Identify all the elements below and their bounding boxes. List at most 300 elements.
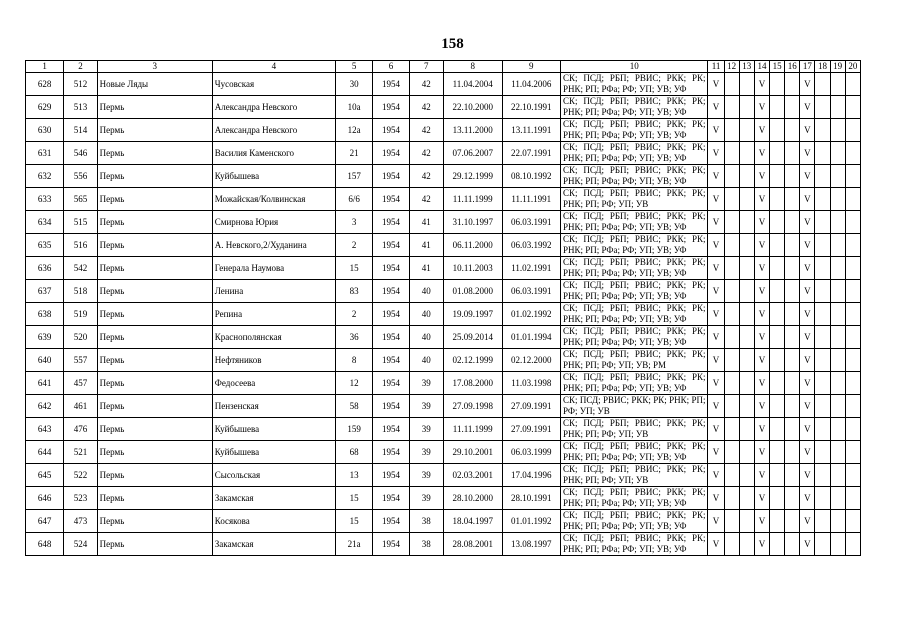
cell-house-number: 83 [335,280,372,303]
cell-value-col7: 41 [409,211,443,234]
cell-street: Куйбышева [212,441,335,464]
cell-locality: Пермь [97,165,212,188]
cell-house-number: 10а [335,96,372,119]
cell-flag-col18 [815,96,830,119]
cell-flag-col17: V [800,487,815,510]
cell-flag-col14: V [754,441,769,464]
cell-row-number: 634 [26,211,64,234]
cell-object-id: 476 [64,418,97,441]
cell-flag-col13 [739,510,754,533]
cell-object-id: 565 [64,188,97,211]
table-row [26,142,861,165]
cell-flag-col16 [785,73,800,96]
column-header-5: 5 [335,61,372,73]
cell-date-col8: 11.11.1999 [443,188,502,211]
table-row [26,257,861,280]
cell-flag-col19 [830,280,845,303]
cell-locality: Пермь [97,349,212,372]
table-row [26,441,861,464]
cell-flag-col20 [845,142,860,165]
cell-flag-col14: V [754,234,769,257]
cell-flag-col17: V [800,234,815,257]
cell-row-number: 629 [26,96,64,119]
cell-object-id: 556 [64,165,97,188]
cell-flag-col13 [739,280,754,303]
cell-flag-col14: V [754,418,769,441]
page-number: 158 [441,36,464,52]
cell-flag-col11: V [708,372,724,395]
cell-flag-col17: V [800,188,815,211]
cell-house-number: 68 [335,441,372,464]
cell-work-types: СК; ПСД; РБП; РВИС; РКК; РК; РНК; РП; РФа; РФ; УП; УВ; УФ [561,211,708,234]
cell-flag-col18 [815,257,830,280]
cell-build-year: 1954 [373,487,409,510]
cell-house-number: 58 [335,395,372,418]
cell-flag-col17: V [800,464,815,487]
cell-locality: Пермь [97,487,212,510]
cell-locality: Пермь [97,372,212,395]
cell-object-id: 461 [64,395,97,418]
table-row [26,280,861,303]
cell-house-number: 36 [335,326,372,349]
cell-flag-col17: V [800,165,815,188]
cell-value-col7: 42 [409,96,443,119]
cell-object-id: 546 [64,142,97,165]
cell-flag-col15 [770,441,785,464]
cell-flag-col16 [785,280,800,303]
cell-flag-col17: V [800,418,815,441]
cell-house-number: 159 [335,418,372,441]
cell-flag-col17: V [800,73,815,96]
cell-date-col8: 22.10.2000 [443,96,502,119]
table-row [26,533,861,556]
cell-locality: Пермь [97,234,212,257]
cell-row-number: 647 [26,510,64,533]
cell-flag-col20 [845,487,860,510]
cell-flag-col13 [739,326,754,349]
cell-date-col9: 06.03.1991 [502,280,561,303]
cell-date-col8: 17.08.2000 [443,372,502,395]
table-row [26,326,861,349]
cell-flag-col18 [815,418,830,441]
cell-build-year: 1954 [373,372,409,395]
cell-flag-col12 [724,510,739,533]
cell-flag-col13 [739,119,754,142]
cell-flag-col14: V [754,165,769,188]
cell-value-col7: 42 [409,142,443,165]
cell-value-col7: 39 [409,395,443,418]
cell-flag-col16 [785,119,800,142]
cell-house-number: 21а [335,533,372,556]
cell-flag-col12 [724,165,739,188]
cell-date-col8: 29.10.2001 [443,441,502,464]
cell-work-types: СК; ПСД; РБП; РВИС; РКК; РК; РНК; РП; РФ; УП; УВ [561,464,708,487]
cell-build-year: 1954 [373,280,409,303]
cell-date-col8: 11.04.2004 [443,73,502,96]
cell-date-col9: 27.09.1991 [502,395,561,418]
cell-flag-col19 [830,533,845,556]
cell-flag-col13 [739,372,754,395]
cell-date-col9: 06.03.1999 [502,441,561,464]
cell-flag-col13 [739,418,754,441]
cell-flag-col11: V [708,73,724,96]
cell-value-col7: 41 [409,257,443,280]
cell-flag-col12 [724,257,739,280]
cell-flag-col19 [830,487,845,510]
cell-build-year: 1954 [373,165,409,188]
cell-build-year: 1954 [373,510,409,533]
cell-work-types: СК; ПСД; РБП; РВИС; РКК; РК; РНК; РП; РФ; УП; УВ [561,188,708,211]
cell-house-number: 13 [335,464,372,487]
cell-flag-col19 [830,165,845,188]
cell-flag-col19 [830,395,845,418]
cell-locality: Пермь [97,142,212,165]
registry-table [25,60,861,556]
cell-build-year: 1954 [373,257,409,280]
cell-work-types: СК; ПСД; РБП; РВИС; РКК; РК; РНК; РП; РФ; УП; УВ; РМ [561,349,708,372]
cell-work-types: СК; ПСД; РБП; РВИС; РКК; РК; РНК; РП; РФа; РФ; УП; УВ; УФ [561,303,708,326]
cell-flag-col16 [785,257,800,280]
cell-street: Смирнова Юрия [212,211,335,234]
cell-locality: Пермь [97,326,212,349]
cell-flag-col14: V [754,280,769,303]
cell-flag-col19 [830,119,845,142]
cell-flag-col12 [724,372,739,395]
cell-flag-col18 [815,533,830,556]
cell-date-col8: 28.08.2001 [443,533,502,556]
cell-flag-col20 [845,96,860,119]
cell-flag-col19 [830,234,845,257]
column-header-13: 13 [739,61,754,73]
cell-object-id: 513 [64,96,97,119]
cell-flag-col14: V [754,510,769,533]
cell-object-id: 521 [64,441,97,464]
cell-value-col7: 40 [409,303,443,326]
cell-flag-col16 [785,303,800,326]
cell-flag-col12 [724,96,739,119]
cell-flag-col11: V [708,119,724,142]
column-header-20: 20 [845,61,860,73]
column-header-16: 16 [785,61,800,73]
cell-flag-col18 [815,234,830,257]
table-row [26,418,861,441]
cell-work-types: СК; ПСД; РБП; РВИС; РКК; РК; РНК; РП; РФа; РФ; УП; УВ; УФ [561,326,708,349]
cell-street: А. Невского,2/Худанина [212,234,335,257]
cell-flag-col11: V [708,533,724,556]
cell-flag-col20 [845,441,860,464]
cell-flag-col17: V [800,280,815,303]
cell-row-number: 648 [26,533,64,556]
cell-flag-col11: V [708,487,724,510]
cell-flag-col20 [845,73,860,96]
cell-flag-col12 [724,188,739,211]
cell-street: Александра Невского [212,96,335,119]
cell-work-types: СК; ПСД; РБП; РВИС; РКК; РК; РНК; РП; РФа; РФ; УП; УВ; УФ [561,119,708,142]
cell-flag-col16 [785,395,800,418]
cell-flag-col12 [724,303,739,326]
cell-work-types: СК; ПСД; РБП; РВИС; РКК; РК; РНК; РП; РФа; РФ; УП; УВ; УФ [561,257,708,280]
cell-flag-col17: V [800,441,815,464]
cell-flag-col14: V [754,188,769,211]
cell-work-types: СК; ПСД; РБП; РВИС; РКК; РК; РНК; РП; РФа; РФ; УП; УВ; УФ [561,234,708,257]
cell-flag-col16 [785,533,800,556]
cell-locality: Пермь [97,395,212,418]
cell-date-col8: 06.11.2000 [443,234,502,257]
cell-object-id: 457 [64,372,97,395]
cell-flag-col20 [845,165,860,188]
cell-value-col7: 38 [409,510,443,533]
cell-date-col8: 18.04.1997 [443,510,502,533]
cell-house-number: 6/6 [335,188,372,211]
cell-value-col7: 40 [409,349,443,372]
cell-work-types: СК; ПСД; РБП; РВИС; РКК; РК; РНК; РП; РФа; РФ; УП; УВ; УФ [561,142,708,165]
cell-date-col9: 01.01.1992 [502,510,561,533]
cell-flag-col17: V [800,96,815,119]
cell-date-col9: 01.02.1992 [502,303,561,326]
cell-value-col7: 39 [409,441,443,464]
cell-date-col9: 01.01.1994 [502,326,561,349]
cell-flag-col11: V [708,510,724,533]
cell-flag-col15 [770,96,785,119]
table-row [26,165,861,188]
cell-value-col7: 42 [409,165,443,188]
cell-flag-col11: V [708,142,724,165]
cell-flag-col15 [770,326,785,349]
cell-build-year: 1954 [373,349,409,372]
cell-value-col7: 39 [409,418,443,441]
column-header-10: 10 [561,61,708,73]
cell-flag-col15 [770,372,785,395]
cell-row-number: 628 [26,73,64,96]
cell-flag-col16 [785,418,800,441]
cell-flag-col20 [845,257,860,280]
cell-flag-col11: V [708,441,724,464]
cell-build-year: 1954 [373,142,409,165]
cell-flag-col16 [785,441,800,464]
cell-locality: Пермь [97,441,212,464]
cell-locality: Пермь [97,533,212,556]
column-header-17: 17 [800,61,815,73]
table-row [26,119,861,142]
cell-flag-col20 [845,349,860,372]
cell-build-year: 1954 [373,533,409,556]
table-row [26,487,861,510]
cell-flag-col16 [785,96,800,119]
cell-flag-col11: V [708,395,724,418]
cell-flag-col12 [724,441,739,464]
column-header-7: 7 [409,61,443,73]
cell-work-types: СК; ПСД; РБП; РВИС; РКК; РК; РНК; РП; РФа; РФ; УП; УВ; УФ [561,510,708,533]
cell-locality: Пермь [97,188,212,211]
cell-flag-col11: V [708,211,724,234]
cell-build-year: 1954 [373,441,409,464]
cell-flag-col11: V [708,326,724,349]
cell-build-year: 1954 [373,73,409,96]
table-row [26,211,861,234]
cell-flag-col17: V [800,119,815,142]
table-row [26,372,861,395]
cell-flag-col17: V [800,326,815,349]
cell-flag-col18 [815,280,830,303]
cell-flag-col15 [770,510,785,533]
cell-row-number: 639 [26,326,64,349]
cell-flag-col16 [785,142,800,165]
cell-flag-col20 [845,464,860,487]
cell-locality: Пермь [97,303,212,326]
cell-date-col9: 22.10.1991 [502,96,561,119]
cell-flag-col15 [770,349,785,372]
cell-date-col8: 31.10.1997 [443,211,502,234]
cell-flag-col17: V [800,303,815,326]
cell-build-year: 1954 [373,395,409,418]
cell-value-col7: 39 [409,487,443,510]
cell-work-types: СК; ПСД; РБП; РВИС; РКК; РК; РНК; РП; РФа; РФ; УП; УВ; УФ [561,280,708,303]
cell-flag-col12 [724,487,739,510]
cell-flag-col16 [785,487,800,510]
cell-flag-col17: V [800,211,815,234]
cell-object-id: 542 [64,257,97,280]
cell-flag-col14: V [754,326,769,349]
cell-date-col9: 13.08.1997 [502,533,561,556]
cell-flag-col15 [770,257,785,280]
cell-build-year: 1954 [373,211,409,234]
cell-street: Закамская [212,533,335,556]
cell-flag-col17: V [800,510,815,533]
column-header-18: 18 [815,61,830,73]
cell-flag-col16 [785,211,800,234]
cell-flag-col13 [739,464,754,487]
cell-date-col8: 10.11.2003 [443,257,502,280]
cell-value-col7: 39 [409,464,443,487]
cell-flag-col14: V [754,96,769,119]
cell-row-number: 632 [26,165,64,188]
cell-flag-col13 [739,188,754,211]
cell-work-types: СК; ПСД; РБП; РВИС; РКК; РК; РНК; РП; РФ; УП; УВ [561,418,708,441]
cell-flag-col19 [830,73,845,96]
cell-flag-col13 [739,303,754,326]
cell-flag-col13 [739,257,754,280]
cell-date-col8: 07.06.2007 [443,142,502,165]
cell-locality: Пермь [97,464,212,487]
cell-work-types: СК; ПСД; РБП; РВИС; РКК; РК; РНК; РП; РФа; РФ; УП; УВ; УФ [561,441,708,464]
cell-street: Репина [212,303,335,326]
cell-flag-col19 [830,96,845,119]
cell-flag-col18 [815,395,830,418]
cell-flag-col11: V [708,257,724,280]
cell-flag-col20 [845,303,860,326]
cell-flag-col15 [770,464,785,487]
cell-flag-col14: V [754,119,769,142]
cell-flag-col18 [815,326,830,349]
cell-flag-col20 [845,533,860,556]
cell-flag-col14: V [754,211,769,234]
cell-house-number: 15 [335,257,372,280]
cell-value-col7: 42 [409,188,443,211]
cell-house-number: 2 [335,234,372,257]
cell-flag-col13 [739,96,754,119]
cell-flag-col15 [770,142,785,165]
cell-flag-col18 [815,441,830,464]
cell-locality: Пермь [97,418,212,441]
cell-locality: Пермь [97,119,212,142]
cell-flag-col18 [815,349,830,372]
table-row [26,303,861,326]
cell-street: Закамская [212,487,335,510]
cell-house-number: 12а [335,119,372,142]
cell-row-number: 646 [26,487,64,510]
cell-work-types: СК; ПСД; РБП; РВИС; РКК; РК; РНК; РП; РФа; РФ; УП; УВ; УФ [561,487,708,510]
cell-flag-col17: V [800,257,815,280]
cell-flag-col18 [815,119,830,142]
cell-date-col8: 27.09.1998 [443,395,502,418]
cell-flag-col11: V [708,303,724,326]
cell-flag-col20 [845,418,860,441]
cell-flag-col19 [830,326,845,349]
cell-flag-col13 [739,395,754,418]
cell-flag-col15 [770,119,785,142]
cell-build-year: 1954 [373,418,409,441]
cell-object-id: 522 [64,464,97,487]
cell-house-number: 15 [335,510,372,533]
cell-flag-col15 [770,211,785,234]
cell-build-year: 1954 [373,303,409,326]
cell-flag-col13 [739,349,754,372]
column-header-12: 12 [724,61,739,73]
table-row [26,510,861,533]
cell-date-col9: 17.04.1996 [502,464,561,487]
cell-street: Василия Каменского [212,142,335,165]
cell-flag-col12 [724,73,739,96]
cell-flag-col12 [724,326,739,349]
cell-flag-col12 [724,418,739,441]
cell-flag-col14: V [754,349,769,372]
cell-flag-col13 [739,487,754,510]
cell-flag-col11: V [708,418,724,441]
cell-flag-col19 [830,211,845,234]
cell-build-year: 1954 [373,464,409,487]
cell-row-number: 636 [26,257,64,280]
cell-flag-col19 [830,464,845,487]
cell-value-col7: 38 [409,533,443,556]
cell-flag-col12 [724,119,739,142]
cell-flag-col17: V [800,395,815,418]
cell-date-col9: 11.03.1998 [502,372,561,395]
cell-flag-col19 [830,510,845,533]
cell-flag-col16 [785,165,800,188]
cell-flag-col19 [830,418,845,441]
table-row [26,96,861,119]
cell-flag-col20 [845,280,860,303]
cell-value-col7: 39 [409,372,443,395]
cell-object-id: 519 [64,303,97,326]
table-row [26,234,861,257]
cell-object-id: 516 [64,234,97,257]
cell-object-id: 518 [64,280,97,303]
column-header-11: 11 [708,61,724,73]
cell-flag-col20 [845,510,860,533]
cell-flag-col20 [845,211,860,234]
cell-flag-col20 [845,234,860,257]
cell-object-id: 520 [64,326,97,349]
cell-value-col7: 41 [409,234,443,257]
cell-flag-col11: V [708,464,724,487]
cell-build-year: 1954 [373,188,409,211]
cell-flag-col12 [724,142,739,165]
cell-flag-col18 [815,464,830,487]
cell-flag-col14: V [754,395,769,418]
cell-date-col9: 11.04.2006 [502,73,561,96]
cell-street: Косякова [212,510,335,533]
